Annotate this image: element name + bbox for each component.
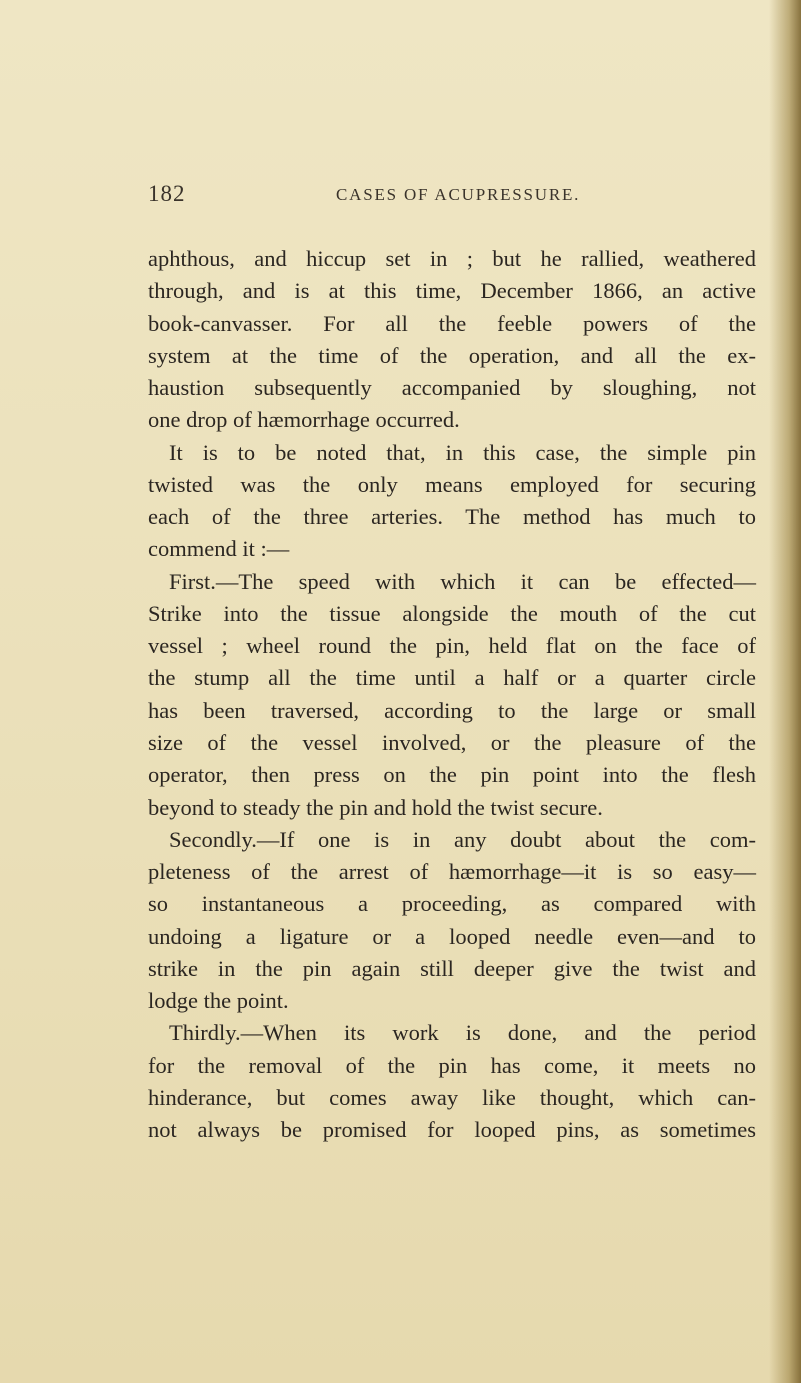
text-line: through, and is at this time, December 1866, an active: [148, 278, 756, 304]
text-line: First.—The speed with which it can be effected—: [169, 568, 756, 594]
text-line: one drop of hæmorrhage occurred.: [148, 407, 460, 433]
text-line: twisted was the only means employed for securing: [148, 471, 756, 497]
text-line: hinderance, but comes away like thought, which can-: [148, 1084, 756, 1110]
text-line: lodge the point.: [148, 988, 289, 1014]
text-line: has been traversed, according to the large or small: [148, 697, 756, 723]
text-line: so instantaneous a proceeding, as compared with: [148, 891, 756, 917]
text-line: vessel ; wheel round the pin, held flat on the face of: [148, 633, 756, 659]
text-line: It is to be noted that, in this case, the simple pin: [169, 439, 756, 465]
text-line: the stump all the time until a half or a quarter circle: [148, 665, 756, 691]
text-line: size of the vessel involved, or the pleasure of the: [148, 729, 756, 755]
text-line: not always be promised for looped pins, as sometimes: [148, 1117, 756, 1143]
text-line: undoing a ligature or a looped needle even—and to: [148, 923, 756, 949]
page-header: [148, 181, 748, 211]
text-line: haustion subsequently accompanied by sloughing, not: [148, 375, 756, 401]
text-line: system at the time of the operation, and all the ex-: [148, 342, 756, 368]
text-line: pleteness of the arrest of hæmorrhage—it is so easy—: [148, 859, 756, 885]
text-line: Strike into the tissue alongside the mouth of the cut: [148, 600, 756, 626]
text-line: Thirdly.—When its work is done, and the period: [169, 1020, 756, 1046]
text-line: Secondly.—If one is in any doubt about the com-: [169, 826, 756, 852]
text-line: aphthous, and hiccup set in ; but he rallied, weathered: [148, 246, 756, 271]
text-line: book-canvasser. For all the feeble powers of the: [148, 310, 756, 336]
text-line: operator, then press on the pin point into the flesh: [148, 762, 756, 788]
text-line: beyond to steady the pin and hold the twist secure.: [148, 794, 603, 820]
text-line: each of the three arteries. The method has much to: [148, 504, 756, 530]
running-head: CASES OF ACUPRESSURE.: [336, 185, 581, 204]
text-line: strike in the pin again still deeper give the twist and: [148, 955, 756, 981]
text-line: for the removal of the pin has come, it meets no: [148, 1052, 756, 1078]
body-text: [148, 243, 756, 1146]
text-line: commend it :—: [148, 536, 290, 562]
page-number: 182: [148, 181, 186, 206]
